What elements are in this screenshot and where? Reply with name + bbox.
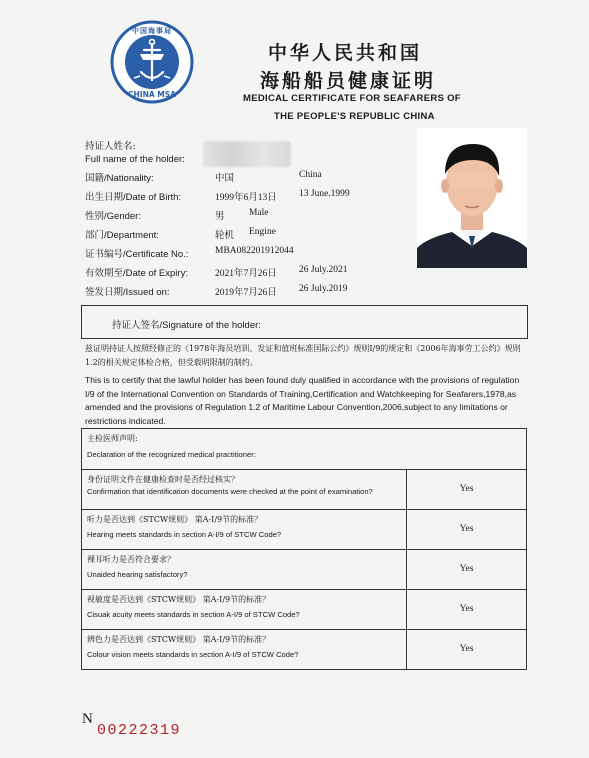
field-label-en: /Gender: (104, 211, 141, 222)
signature-box (81, 305, 528, 339)
question-row (82, 630, 527, 670)
question-text-en: Cisuak acuity meets standards in section A-I/9 of STCW Code? (87, 610, 300, 619)
field-label-en: /Date of Expiry: (123, 268, 188, 279)
declaration-label-en: Declaration of the recognized medical practitioner: (87, 450, 256, 459)
field-value-cn: 中国 (215, 174, 235, 184)
declaration-label-cn: 主检医师声明: (87, 434, 138, 443)
question-text-cn: 身份证明文件在健康检查时是否经过核实？ (87, 475, 239, 484)
field-value-en: Male (249, 208, 269, 218)
field-value-en: 26 July.2019 (299, 284, 348, 294)
redacted-name (203, 141, 291, 167)
field-value-cn: 1999年6月13日 (215, 193, 277, 203)
field-value-en: 13 June.1999 (299, 189, 350, 199)
answer-cell: Yes (407, 590, 527, 630)
question-text-cn: 辨色力是否达到《STCW规则》 第A-I/9节的标准？ (87, 635, 271, 644)
field-label-en: /Department: (104, 230, 159, 241)
field-value-en: 26 July.2021 (299, 265, 348, 275)
field-label-en: /Certificate No.: (123, 249, 189, 260)
question-text-cn: 视敏度是否达到《STCW规则》 第A-I/9节的标准？ (87, 595, 271, 604)
certification-paragraph (85, 342, 525, 428)
medical-declaration-table (81, 428, 527, 670)
field-label-cn: 签发日期 (85, 287, 124, 298)
answer-cell: Yes (407, 630, 527, 670)
field-row-department (85, 227, 415, 246)
field-label-cn: 国籍 (85, 173, 105, 184)
question-text-en: Confirmation that identification documents were checked at the point of examination? (87, 487, 373, 496)
holder-name-label-en: Full name of the holder: (85, 154, 185, 165)
logo-text-cn: 中国海事局 (132, 27, 172, 35)
holder-name-label-cn: 持证人姓名: (85, 141, 136, 152)
answer-cell: Yes (407, 510, 527, 550)
field-label-cn: 有效期至 (85, 268, 124, 279)
field-label-en: /Date of Birth: (123, 192, 182, 203)
certification-text-cn: 兹证明持证人按照经修正的《1978年海员培训、发证和值班标准国际公约》规则I/9的规定和《2006年海事劳工公约》规则1.2的相关规定体检合格，但受载明限制的制约。 (85, 344, 521, 367)
question-text-en: Hearing meets standards in section A-I/9 of STCW Code? (87, 530, 282, 539)
field-label-cn: 性别 (85, 211, 105, 222)
msa-logo (110, 20, 194, 104)
question-text-cn: 听力是否达到《STCW规则》 第A-I/9节的标准？ (87, 515, 263, 524)
field-label-en: /Issued on: (123, 287, 170, 298)
title-cn-line1: 中华人民共和国 (268, 42, 423, 64)
field-row-gender (85, 208, 415, 227)
field-label-cn: 部门 (85, 230, 105, 241)
field-row-nationality (85, 170, 415, 189)
question-row (82, 590, 527, 630)
signature-label (112, 317, 261, 331)
signature-label-cn: 持证人签名 (112, 320, 160, 331)
field-row-issued-on (85, 284, 415, 303)
serial-prefix: N (82, 711, 93, 727)
field-label-cn: 证书编号 (85, 249, 124, 260)
field-value-cn: 轮机 (215, 231, 235, 241)
field-row-date-of-birth (85, 189, 415, 208)
declaration-row (82, 429, 527, 470)
title-en-line1: MEDICAL CERTIFICATE FOR SEAFARERS OF (243, 93, 461, 104)
question-row (82, 550, 527, 590)
question-text-en: Colour vision meets standards in section A-I/9 of STCW Code? (87, 650, 299, 659)
field-value-en: Engine (249, 227, 276, 237)
field-value-en: China (299, 170, 322, 180)
field-value-cn: 男 (215, 212, 225, 222)
field-value-cn: 2021年7月26日 (215, 269, 277, 279)
title-en-line2: THE PEOPLE'S REPUBLIC CHINA (274, 111, 435, 122)
holder-fields (85, 170, 415, 303)
field-value-cn: 2019年7月26日 (215, 288, 277, 298)
signature-label-en: /Signature of the holder: (159, 320, 261, 331)
field-row-certificate-no (85, 246, 415, 265)
question-row (82, 470, 527, 510)
question-row (82, 510, 527, 550)
answer-cell: Yes (407, 470, 527, 510)
question-text-en: Unaided hearing satisfactory? (87, 570, 188, 579)
serial-number: 00222319 (97, 722, 182, 739)
logo-text-en: CHINA MSA (128, 90, 176, 99)
field-row-date-of-expiry (85, 265, 415, 284)
title-cn-line2: 海船船员健康证明 (260, 70, 437, 92)
certification-text-en: This is to certify that the lawful holder has been found duly qualified in accordance with the provisions of regulation I/9 of the International Convention on Standards of Training,Certification and Watchkeeping for Seafarers,1978,as amended and the provisions of Regulation 1.2 of Maritime Labour Convention,2006,subject to any limitations or restrictions indicated. (85, 375, 520, 426)
field-label-cn: 出生日期 (85, 192, 124, 203)
field-value-cn: MBA082201912044 (215, 246, 294, 256)
question-text-cn: 裸耳听力是否符合要求？ (87, 555, 175, 564)
answer-cell: Yes (407, 550, 527, 590)
field-label-en: /Nationality: (104, 173, 154, 184)
holder-photo (417, 128, 527, 268)
